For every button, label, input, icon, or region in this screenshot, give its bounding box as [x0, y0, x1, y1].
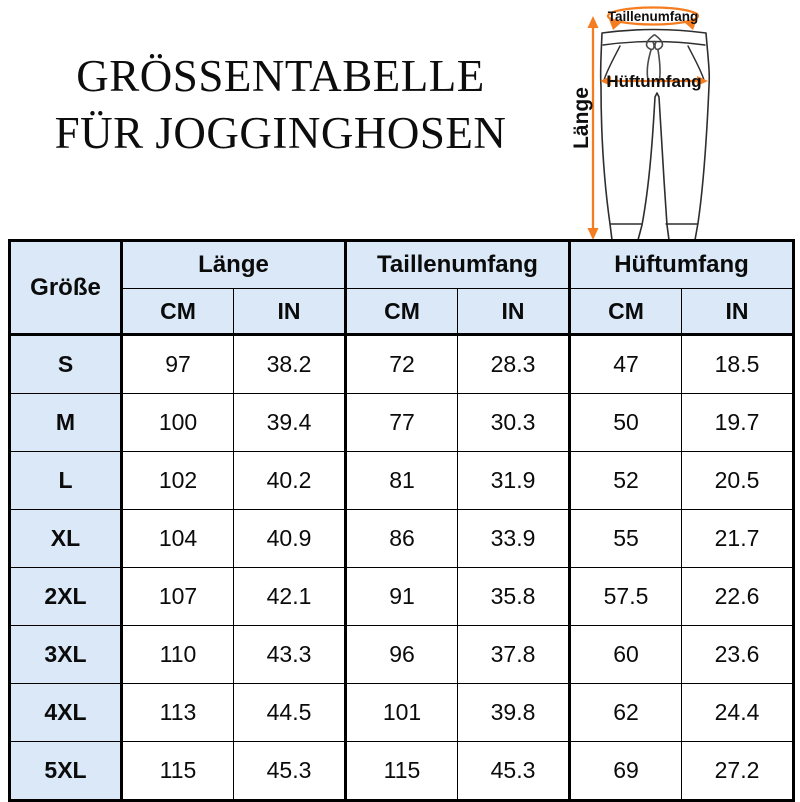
value-cell: 39.8: [458, 684, 570, 742]
value-cell: 113: [122, 684, 234, 742]
value-cell: 55: [570, 510, 682, 568]
value-cell: 40.2: [234, 452, 346, 510]
unit-header-taille-in: IN: [458, 289, 570, 335]
value-cell: 50: [570, 394, 682, 452]
value-cell: 96: [346, 626, 458, 684]
value-cell: 43.3: [234, 626, 346, 684]
value-cell: 115: [122, 742, 234, 801]
value-cell: 44.5: [234, 684, 346, 742]
value-cell: 28.3: [458, 335, 570, 394]
value-cell: 60: [570, 626, 682, 684]
value-cell: 69: [570, 742, 682, 801]
table-row: [10, 626, 794, 684]
length-label: Länge: [570, 87, 593, 149]
value-cell: 42.1: [234, 568, 346, 626]
table-row: [10, 684, 794, 742]
size-label: S: [10, 335, 122, 394]
value-cell: 91: [346, 568, 458, 626]
value-cell: 101: [346, 684, 458, 742]
value-cell: 86: [346, 510, 458, 568]
table-row: [10, 452, 794, 510]
value-cell: 45.3: [234, 742, 346, 801]
table-row: [10, 568, 794, 626]
column-group-taillenumfang: Taillenumfang: [346, 241, 570, 289]
column-group-laenge: Länge: [122, 241, 346, 289]
value-cell: 27.2: [682, 742, 794, 801]
value-cell: 77: [346, 394, 458, 452]
size-label: 4XL: [10, 684, 122, 742]
unit-header-laenge-cm: CM: [122, 289, 234, 335]
table-row: [10, 510, 794, 568]
value-cell: 35.8: [458, 568, 570, 626]
value-cell: 20.5: [682, 452, 794, 510]
size-label: 3XL: [10, 626, 122, 684]
pants-measurement-diagram: [560, 0, 800, 240]
value-cell: 22.6: [682, 568, 794, 626]
table-row: [10, 742, 794, 801]
value-cell: 104: [122, 510, 234, 568]
value-cell: 33.9: [458, 510, 570, 568]
value-cell: 100: [122, 394, 234, 452]
value-cell: 107: [122, 568, 234, 626]
value-cell: 39.4: [234, 394, 346, 452]
page-title-line-1: GRÖSSENTABELLE: [76, 51, 485, 101]
value-cell: 23.6: [682, 626, 794, 684]
column-group-hueftumfang: Hüftumfang: [570, 241, 794, 289]
value-cell: 19.7: [682, 394, 794, 452]
waist-label: Taillenumfang: [607, 9, 699, 24]
unit-header-huefte-cm: CM: [570, 289, 682, 335]
value-cell: 115: [346, 742, 458, 801]
hip-label: Hüftumfang: [606, 72, 702, 91]
unit-header-laenge-in: IN: [234, 289, 346, 335]
size-label: XL: [10, 510, 122, 568]
value-cell: 40.9: [234, 510, 346, 568]
value-cell: 37.8: [458, 626, 570, 684]
value-cell: 72: [346, 335, 458, 394]
size-label: 2XL: [10, 568, 122, 626]
value-cell: 45.3: [458, 742, 570, 801]
size-table-body: [10, 335, 794, 801]
unit-header-taille-cm: CM: [346, 289, 458, 335]
value-cell: 102: [122, 452, 234, 510]
size-label: L: [10, 452, 122, 510]
size-label: M: [10, 394, 122, 452]
pants-outline: [601, 30, 710, 241]
page-title-line-2: FÜR JOGGINGHOSEN: [54, 108, 507, 158]
column-header-size: Größe: [10, 241, 122, 335]
size-label: 5XL: [10, 742, 122, 801]
value-cell: 38.2: [234, 335, 346, 394]
page-title: [8, 48, 553, 162]
table-row: [10, 335, 794, 394]
value-cell: 21.7: [682, 510, 794, 568]
value-cell: 52: [570, 452, 682, 510]
value-cell: 18.5: [682, 335, 794, 394]
size-table-header: [10, 241, 794, 335]
value-cell: 30.3: [458, 394, 570, 452]
value-cell: 57.5: [570, 568, 682, 626]
value-cell: 81: [346, 452, 458, 510]
value-cell: 24.4: [682, 684, 794, 742]
size-table: [8, 239, 795, 802]
length-arrowhead-top: [588, 16, 599, 28]
value-cell: 97: [122, 335, 234, 394]
value-cell: 110: [122, 626, 234, 684]
value-cell: 31.9: [458, 452, 570, 510]
unit-header-huefte-in: IN: [682, 289, 794, 335]
table-row: [10, 394, 794, 452]
value-cell: 62: [570, 684, 682, 742]
value-cell: 47: [570, 335, 682, 394]
